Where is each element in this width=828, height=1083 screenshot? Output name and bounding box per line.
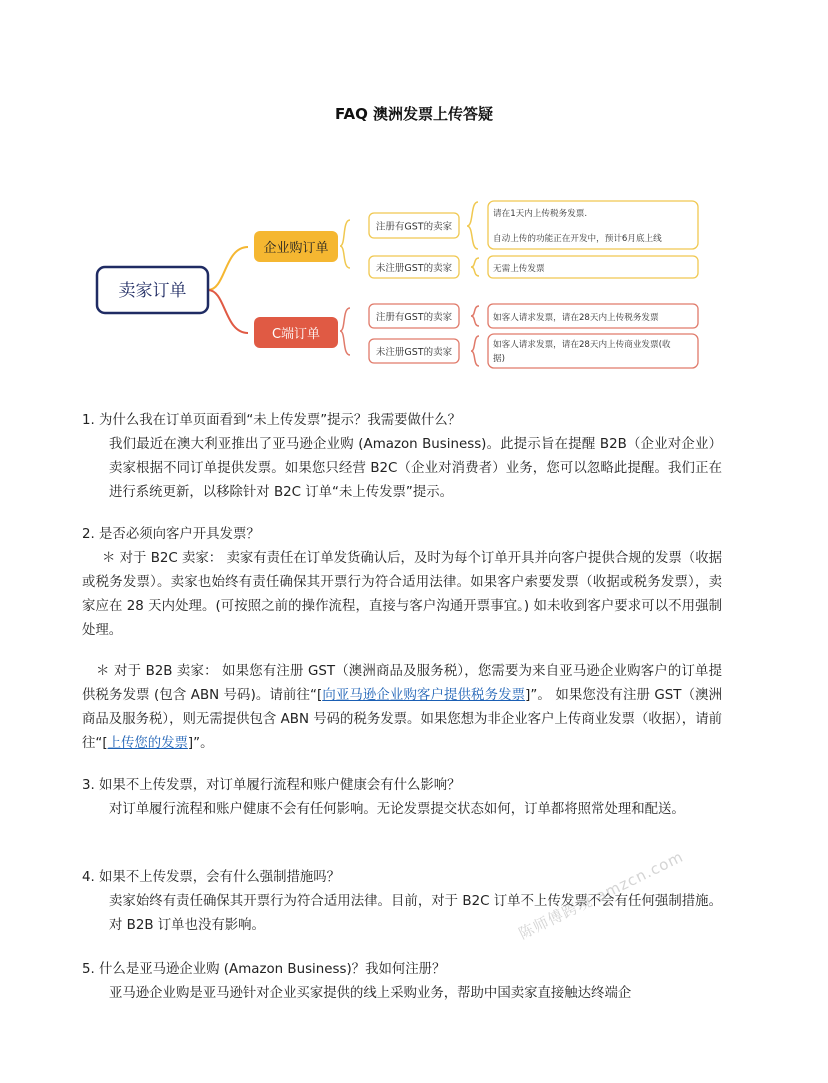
faq-1-question: 1. 为什么我在订单页面看到“未上传发票”提示？我需要做什么？ (82, 413, 462, 428)
b2c-gst-brace (471, 306, 479, 326)
b2c-brace (340, 308, 350, 355)
b2c-gst-label: 注册有GST的卖家 (375, 312, 453, 323)
b2b-nogst-note: 无需上传发票 (493, 264, 545, 274)
b2b-nogst-label: 未注册GST的卖家 (375, 263, 453, 274)
faq-5 (82, 958, 722, 1006)
b2c-nogst-note-line1: 如客人请求发票，请在28天内上传商业发票(收 (493, 340, 671, 350)
faq-2-b2b (82, 660, 722, 756)
b2b-gst-brace (467, 202, 478, 249)
b2b-gst-note-line1: 请在1天内上传税务发票. (493, 209, 588, 219)
page-title: FAQ 澳洲发票上传答疑 (334, 105, 494, 123)
b2b-brace (340, 220, 350, 268)
faq-4-answer: 卖家始终有责任确保其开票行为符合适用法律。目前，对于 B2C 订单不上传发票不会有任何强制措施。对 B2B 订单也没有影响。 (109, 894, 722, 933)
b2b-nogst-brace (471, 258, 479, 276)
faq-2-b2b-text-2: ]”。 如果您没有注册 GST（澳洲商品及服务税），则无需提供包含 ABN 号码的税务发票。如果您想为非企业客户上传商业发票（收据），请前往“[ (82, 688, 722, 751)
faq-2-b2b-text-3: ]”。 (187, 736, 214, 751)
b2c-nogst-label: 未注册GST的卖家 (375, 347, 453, 358)
faq-2-b2b-text-1: ＊ 对于 B2B 卖家： 如果您有注册 GST（澳洲商品及服务税），您需要为来自亚马逊企业购客户的订单提供税务发票 (包含 ABN 号码)。请前往“[ (82, 664, 722, 703)
faq-5-question: 5. 什么是亚马逊企业购 (Amazon Business)？我如何注册？ (82, 962, 446, 977)
faq-2 (82, 523, 722, 643)
faq-2-b2c: ＊ 对于 B2C 卖家： 卖家有责任在订单发货确认后，及时为每个订单开具并向客户提供合规的发票（收据或税务发票）。卖家也始终有责任确保其开票行为符合适用法律。如果客户索要发票（收据或税务发票），卖家应在 28 天内处理。(可按照之前的操作流程，直接与客户沟通开票事宜。) 如未收到客户要求可以不用强制处理。 (82, 551, 722, 638)
b2c-nogst-note-line2: 据) (493, 354, 505, 364)
faq-2-b2b-paragraph (82, 660, 722, 756)
b2b-gst-label: 注册有GST的卖家 (375, 221, 453, 233)
faq-1-answer: 我们最近在澳大利亚推出了亚马逊企业购 (Amazon Business)。此提示旨在提醒 B2B（企业对企业）卖家根据不同订单提供发票。如果您只经营 B2C（企业对消费者）业务，您可以忽略此提醒。我们正在进行系统更新，以移除针对 B2C 订单“未上传发票”提示。 (109, 437, 722, 500)
faq-5-answer: 亚马逊企业购是亚马逊针对企业买家提供的线上采购业务，帮助中国卖家直接触达终端企 (109, 986, 632, 1001)
root-connector (208, 247, 248, 290)
root-connector-red (208, 290, 248, 333)
faq-3-answer: 对订单履行流程和账户健康不会有任何影响。无论发票提交状态如何，订单都将照常处理和配送。 (109, 802, 685, 817)
root-label: 卖家订单 (118, 281, 187, 301)
faq-4-question: 4. 如果不上传发票，会有什么强制措施吗？ (82, 870, 341, 885)
b2b-label: 企业购订单 (263, 241, 329, 256)
b2c-gst-note: 如客人请求发票，请在28天内上传税务发票 (493, 313, 659, 323)
order-mindmap (0, 0, 828, 380)
faq-3 (82, 774, 722, 822)
watermark: 陈师傅跨境 amzcn.com (515, 847, 687, 943)
faq-3-question: 3. 如果不上传发票，对订单履行流程和账户健康会有什么影响？ (82, 778, 461, 793)
b2c-label: C端订单 (271, 327, 321, 342)
faq-2-question: 2. 是否必须向客户开具发票？ (82, 527, 260, 542)
provide-tax-invoice-link[interactable]: 向亚马逊企业购客户提供税务发票 (322, 688, 526, 703)
b2c-nogst-brace (471, 336, 479, 366)
faq-1 (82, 409, 722, 505)
b2b-gst-note-line2: 自动上传的功能正在开发中，预计6月底上线 (493, 234, 662, 244)
upload-invoice-link[interactable]: 上传您的发票 (107, 736, 188, 751)
